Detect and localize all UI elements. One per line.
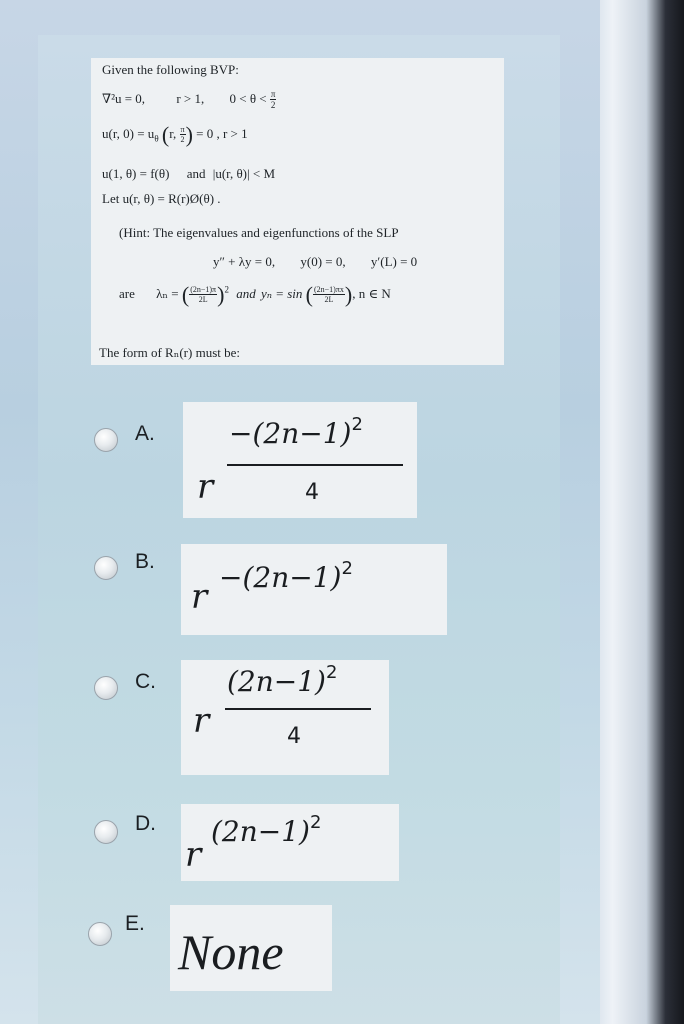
pde-equation: ∇²u = 0, r > 1, 0 < θ < $\frac{\pi}{2}$ [102, 89, 276, 110]
option-c-base: r [193, 701, 210, 741]
question-prompt: The form of Rₙ(r) must be: [99, 345, 241, 360]
option-e-text: None [178, 924, 284, 980]
option-e-letter: E. [125, 912, 145, 935]
hint-text: (Hint: The eigenvalues and eigenfunctions of the SLP [119, 225, 399, 240]
radio-button-d[interactable] [94, 820, 118, 844]
screen-bezel [600, 0, 684, 1024]
option-a-exponent-denominator: 4 [305, 480, 319, 505]
radio-button-a[interactable] [94, 428, 118, 452]
option-b-exponent: $-(2n-1)^2$ [219, 558, 353, 594]
option-c-exponent-numerator: $(2n-1)^2$ [227, 662, 338, 698]
radio-button-c[interactable] [94, 676, 118, 700]
option-d-exponent: $(2n-1)^2$ [211, 812, 322, 848]
option-c-answer [181, 660, 389, 775]
fraction-bar [227, 464, 403, 466]
radio-button-b[interactable] [94, 556, 118, 580]
slp-equation: y″ + λy = 0, y(0) = 0, y′(L) = 0 [213, 254, 418, 269]
option-b-letter: B. [135, 550, 155, 573]
option-a-letter: A. [135, 422, 155, 445]
question-card [91, 58, 504, 365]
boundary-condition-1: u(r, $0) = u_\theta$ (r, $\frac{\pi}{2}$ ) = 0 , r > 1 [102, 122, 248, 147]
option-d-base: r [185, 835, 202, 875]
option-b-answer [181, 544, 447, 635]
eigen-solution: are λₙ = ( $\frac{(2n-1)\pi}{2L}$ )$^2$ and yₙ = sin ( $\frac{(2n-1)\pi x}{2L}$ ), n ∈ N [119, 282, 391, 307]
option-c-exponent-denominator: 4 [287, 724, 301, 749]
option-a-exponent-numerator: $-(2n-1)^2$ [229, 414, 363, 450]
option-a-base: r [197, 467, 214, 507]
question-intro: Given the following BVP: [102, 62, 239, 77]
option-d-answer [181, 804, 399, 881]
option-b-base: r [191, 577, 208, 617]
fraction-bar [225, 708, 371, 710]
radio-button-e[interactable] [88, 922, 112, 946]
option-e-answer [170, 905, 332, 991]
separation-of-variables: Let u(r, θ) = R(r)Ø(θ) . [102, 191, 221, 206]
boundary-condition-2: u(1, θ) = f(θ) and |u(r, θ)| < M [102, 166, 276, 181]
option-d-letter: D. [135, 812, 156, 835]
option-a-answer [183, 402, 417, 518]
option-c-letter: C. [135, 670, 156, 693]
